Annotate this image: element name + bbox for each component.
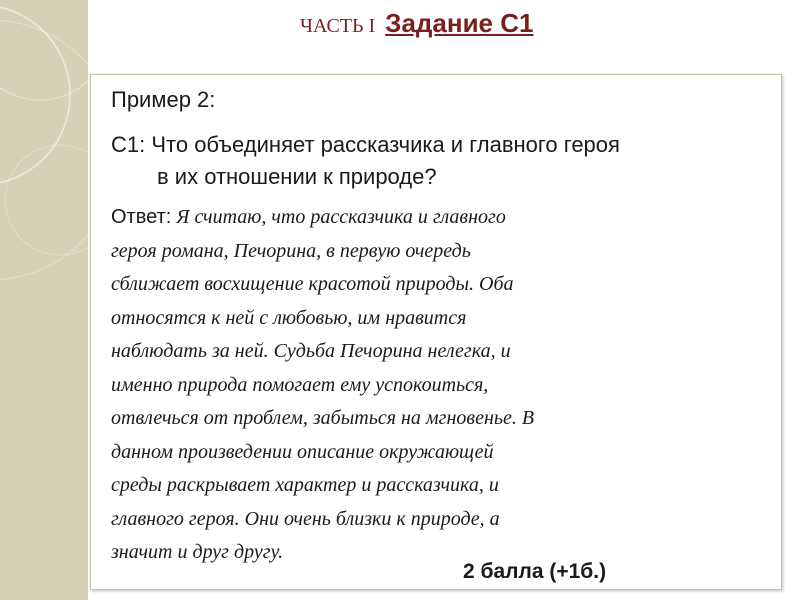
question-line: С1: Что объединяет рассказчика и главного героя xyxy=(111,132,620,157)
answer-line: героя романа, Печорина, в первую очередь xyxy=(111,239,471,262)
score-label: 2 балла (+1б.) xyxy=(463,560,607,583)
example-label: Пример 2: xyxy=(111,87,216,112)
decorative-side-panel xyxy=(0,0,88,600)
answer-line: относятся к ней с любовью, им нравится xyxy=(111,306,467,329)
answer-line: отвлечься от проблем, забыться на мгновенье. В xyxy=(111,407,535,429)
answer-line: значит и друг другу. xyxy=(111,541,284,563)
answer-line: среды раскрывает характер и рассказчика, и xyxy=(111,474,499,496)
slide-title xyxy=(300,8,533,48)
answer-line: сближает восхищение красотой природы. Оба xyxy=(111,273,514,295)
answer-line xyxy=(111,201,776,235)
answer-line: наблюдать за ней. Судьба Печорина нелегка, и xyxy=(111,340,511,362)
answer-line: данном произведении описание окружающей xyxy=(111,440,494,463)
decorative-circles-graphic xyxy=(0,0,88,600)
question-text xyxy=(111,129,771,193)
content-box xyxy=(90,74,782,590)
part-label: ЧАСТЬ I xyxy=(300,15,376,37)
answer-text xyxy=(111,201,776,570)
answer-label: Ответ: xyxy=(111,206,172,228)
task-label: Задание С1 xyxy=(385,8,534,38)
answer-line: главного героя. Они очень близки к природе, а xyxy=(111,507,500,530)
question-line: в их отношении к природе? xyxy=(157,164,437,189)
answer-line-text: Я считаю, что рассказчика и главного xyxy=(176,206,506,228)
answer-line: именно природа помогает ему успокоиться, xyxy=(111,373,489,396)
